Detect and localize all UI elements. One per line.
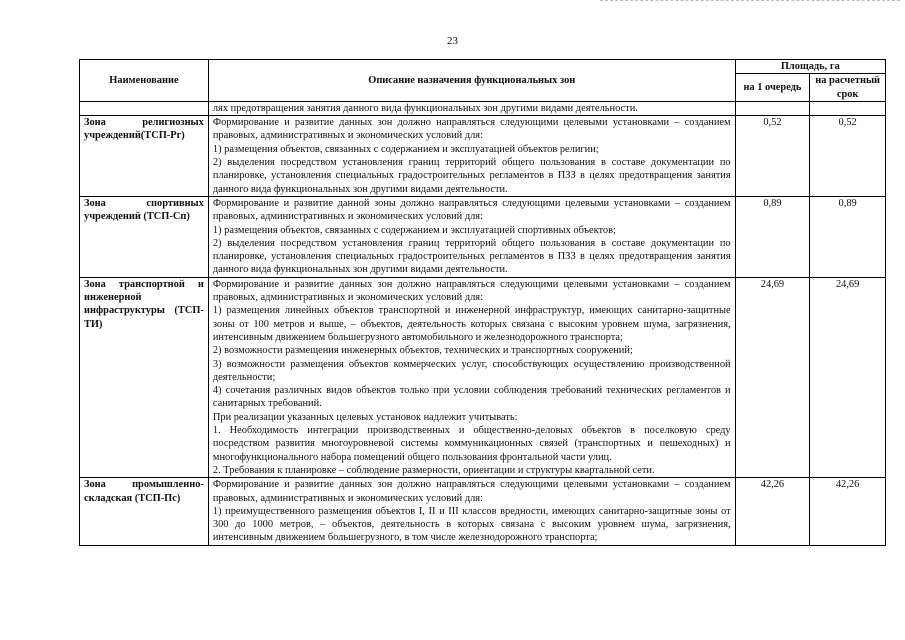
- description-line: Формирование и развитие данных зон должно направляться следующими целевыми установками – созданием правовых, административных и экономических условий для:: [212, 117, 731, 142]
- functional-zones-table: [79, 59, 886, 546]
- description-line: При реализации указанных целевых установок надлежит учитывать:: [212, 411, 518, 423]
- header-description: Описание назначения функциональных зон: [208, 60, 735, 102]
- description-line: 2) выделения посредством установления границ территорий общего пользования в составе документации по планировке, установления специальных градостроительных регламентов в ПЗЗ в целях предотвращения занятия данного вида функциональных зон другими видами деятельности.: [212, 237, 731, 276]
- zone-description: [208, 116, 735, 197]
- empty-cell: [735, 101, 810, 115]
- empty-cell: [810, 101, 886, 115]
- description-line: 3) возможности размещения объектов коммерческих услуг, способствующих осуществлению производственной деятельности;: [212, 358, 731, 383]
- description-line: 4) сочетания различных видов объектов только при условии соблюдения требований технических регламентов и санитарных требований.: [212, 385, 731, 410]
- header-estimated: на расчетный срок: [810, 74, 886, 102]
- header-area: Площадь, га: [735, 60, 885, 74]
- area-estimated: 42,26: [810, 478, 886, 545]
- empty-cell: [80, 101, 209, 115]
- description-line: 1) преимущественного размещения объектов I, II и III классов вредности, имеющих санитарно-защитные зоны от 300 до 1000 метров, – объектов, деятельность в которых связана с высоким уровнем шума, загрязнения, интенсивным движением большегрузного, в том числе железнодорожного транспорта;: [212, 505, 731, 544]
- continuation-text: лях предотвращения занятия данного вида функциональных зон другими видами деятельности.: [208, 101, 735, 115]
- description-line: 2. Требования к планировке – соблюдение размерности, ориентации и структуры квартальной сети.: [212, 464, 655, 476]
- area-first-stage: 24,69: [735, 277, 810, 477]
- table-row: [80, 478, 886, 545]
- zone-name: Зона транспортной и инженерной инфраструктуры (ТСП-ТИ): [80, 277, 209, 477]
- zone-description: [208, 277, 735, 477]
- table-row: [80, 116, 886, 197]
- area-first-stage: 0,52: [735, 116, 810, 197]
- area-estimated: 0,89: [810, 196, 886, 277]
- description-line: 2) выделения посредством установления границ территорий общего пользования в составе документации по планировке, установления специальных градостроительных регламентов в ПЗЗ в целях предотвращения занятия данного вида функциональных зон другими видами деятельности.: [212, 157, 731, 195]
- page-number: 23: [447, 35, 458, 47]
- zone-name: Зона спортивных учреждений (ТСП-Сп): [80, 196, 209, 277]
- header-first-stage: на 1 очередь: [735, 74, 810, 102]
- zone-description: [208, 478, 735, 545]
- description-line: 1) размещения объектов, связанных с содержанием и эксплуатацией объектов религии;: [212, 143, 599, 155]
- area-estimated: 24,69: [810, 277, 886, 477]
- area-first-stage: 0,89: [735, 196, 810, 277]
- header-name: Наименование: [80, 60, 209, 102]
- description-line: Формирование и развитие данной зоны должно направляться следующими целевыми установками – созданием правовых, административных и экономических условий для:: [212, 197, 731, 223]
- zone-name: Зона религиозных учреждений(ТСП-Рг): [80, 116, 209, 197]
- description-line: 1. Необходимость интеграции производственных и общественно-деловых объектов в поселковую среду посредством развития многоуровневой системы коммуникационных связей (транспортных и пешеходных) и многофункционального набора помещений общего пользования фронтальной части улиц.: [212, 425, 731, 463]
- description-line: 1) размещения линейных объектов транспортной и инженерной инфраструктур, имеющих санитарно-защитные зоны от 100 метров и выше, – объектов, деятельность которых связана с высоким уровнем шума, загрязнения, интенсивным движением большегрузного автомобильного и железнодорожного транспорта;: [212, 305, 731, 343]
- table-row: [80, 277, 886, 477]
- table-row: [80, 196, 886, 277]
- zone-name: Зона промышленно-складская (ТСП-Пс): [80, 478, 209, 545]
- description-line: Формирование и развитие данных зон должно направляться следующими целевыми установками – созданием правовых, административных и экономических условий для:: [212, 479, 731, 504]
- continuation-row: [80, 101, 886, 115]
- scan-edge-mark: [600, 0, 900, 3]
- description-line: 2) возможности размещения инженерных объектов, технических и транспортных сооружений;: [212, 345, 633, 357]
- zone-description: [208, 196, 735, 277]
- area-estimated: 0,52: [810, 116, 886, 197]
- description-line: 1) размещения объектов, связанных с содержанием и эксплуатацией спортивных объектов;: [212, 224, 616, 236]
- area-first-stage: 42,26: [735, 478, 810, 545]
- description-line: Формирование и развитие данных зон должно направляться следующими целевыми установками – созданием правовых, административных и экономических условий для:: [212, 278, 731, 304]
